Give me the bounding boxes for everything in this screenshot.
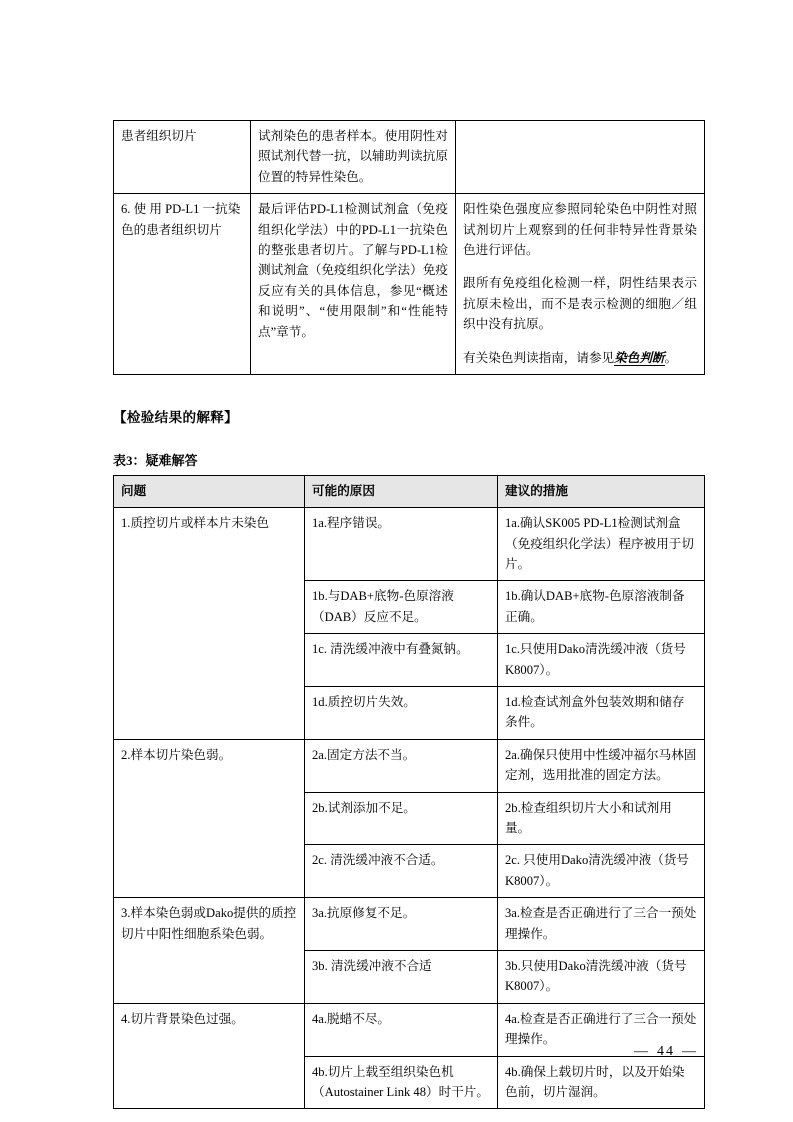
staining-interpretation-link[interactable]: 染色判断 (614, 350, 665, 365)
cell-cause-1b: 1b.与DAB+底物-色原溶液（DAB）反应不足。 (305, 581, 498, 634)
cell-problem-3: 3.样本染色弱或Dako提供的质控切片中阳性细胞系染色弱。 (114, 898, 305, 1004)
note-paragraph-3-post: 。 (664, 350, 678, 365)
cell-pdl1-notes (456, 194, 705, 375)
table-row (114, 121, 705, 194)
page-number: 44 (657, 1044, 675, 1059)
cell-action-2b: 2b.检查组织切片大小和试剂用量。 (498, 792, 705, 845)
cell-action-1d: 1d.检查试剂盒外包装效期和储存条件。 (498, 687, 705, 740)
cell-action-4a: 4a.检查是否正确进行了三合一预处理操作。 (498, 1003, 705, 1056)
header-action: 建议的措施 (498, 475, 705, 507)
cell-specimen-notes (456, 121, 705, 194)
cell-cause-1a: 1a.程序错误。 (305, 508, 498, 581)
page-footer (627, 1044, 705, 1060)
cell-problem-4: 4.切片背景染色过强。 (114, 1003, 305, 1109)
cell-cause-2a: 2a.固定方法不当。 (305, 739, 498, 792)
cell-specimen-label: 患者组织切片 (114, 121, 251, 194)
procedure-continuation-table (113, 120, 705, 375)
cell-action-1a: 1a.确认SK005 PD-L1检测试剂盒（免疫组织化学法）程序被用于切片。 (498, 508, 705, 581)
table-row (114, 739, 705, 792)
note-paragraph-2: 跟所有免疫组化检测一样，阴性结果表示抗原未检出，而不是表示检测的细胞／组织中没有抗原。 (463, 276, 697, 332)
cell-action-4b: 4b.确保上载切片时，以及开始染色前，切片湿润。 (498, 1056, 705, 1109)
troubleshooting-table (113, 475, 705, 1109)
cell-problem-2: 2.样本切片染色弱。 (114, 739, 305, 897)
cell-cause-1c: 1c. 清洗缓冲液中有叠氮钠。 (305, 634, 498, 687)
cell-action-2a: 2a.确保只使用中性缓冲福尔马林固定剂，选用批准的固定方法。 (498, 739, 705, 792)
cell-action-1b: 1b.确认DAB+底物-色原溶液制备正确。 (498, 581, 705, 634)
cell-cause-3a: 3a.抗原修复不足。 (305, 898, 498, 951)
footer-dash-left: — (634, 1044, 650, 1059)
cell-action-3a: 3a.检查是否正确进行了三合一预处理操作。 (498, 898, 705, 951)
cell-cause-2c: 2c. 清洗缓冲液不合适。 (305, 845, 498, 898)
cell-cause-4b: 4b.切片上载至组织染色机（Autostainer Link 48）时干片。 (305, 1056, 498, 1109)
note-paragraph-3-pre: 有关染色判读指南，请参见 (463, 350, 615, 365)
table-header-row (114, 475, 705, 507)
table-row (114, 508, 705, 581)
cell-specimen-description: 试剂染色的患者样本。使用阴性对照试剂代替一抗，以辅助判读抗原位置的特异性染色。 (251, 121, 456, 194)
cell-cause-4a: 4a.脱蜡不尽。 (305, 1003, 498, 1056)
header-cause: 可能的原因 (305, 475, 498, 507)
cell-problem-1: 1.质控切片或样本片未染色 (114, 508, 305, 740)
cell-cause-3b: 3b. 清洗缓冲液不合适 (305, 950, 498, 1003)
cell-action-3b: 3b.只使用Dako清洗缓冲液（货号K8007）。 (498, 950, 705, 1003)
table-row (114, 898, 705, 951)
section-heading-results-interpretation: 【检验结果的解释】 (113, 409, 239, 425)
header-problem: 问题 (114, 475, 305, 507)
note-paragraph-1: 阳性染色强度应参照同轮染色中阴性对照试剂切片上观察到的任何非特异性背景染色进行评估。 (463, 202, 697, 257)
table-row (114, 1003, 705, 1056)
table-caption-troubleshooting: 表3：疑难解答 (113, 452, 198, 468)
cell-pdl1-label: 6. 使 用 PD-L1 一抗染色的患者组织切片 (114, 194, 251, 375)
cell-cause-1d: 1d.质控切片失效。 (305, 687, 498, 740)
cell-action-1c: 1c.只使用Dako清洗缓冲液（货号K8007）。 (498, 634, 705, 687)
cell-cause-2b: 2b.试剂添加不足。 (305, 792, 498, 845)
table-row (114, 194, 705, 375)
cell-action-2c: 2c. 只使用Dako清洗缓冲液（货号K8007）。 (498, 845, 705, 898)
note-paragraph-3 (463, 348, 697, 368)
cell-pdl1-description: 最后评估PD-L1检测试剂盒（免疫组织化学法）中的PD-L1一抗染色的整张患者切片。了解与PD-L1检测试剂盒（免疫组织化学法）免疫反应有关的具体信息，参见“概述和说明”、“使用限制”和“性能特点”章节。 (251, 194, 456, 375)
footer-dash-right: — (682, 1044, 698, 1059)
